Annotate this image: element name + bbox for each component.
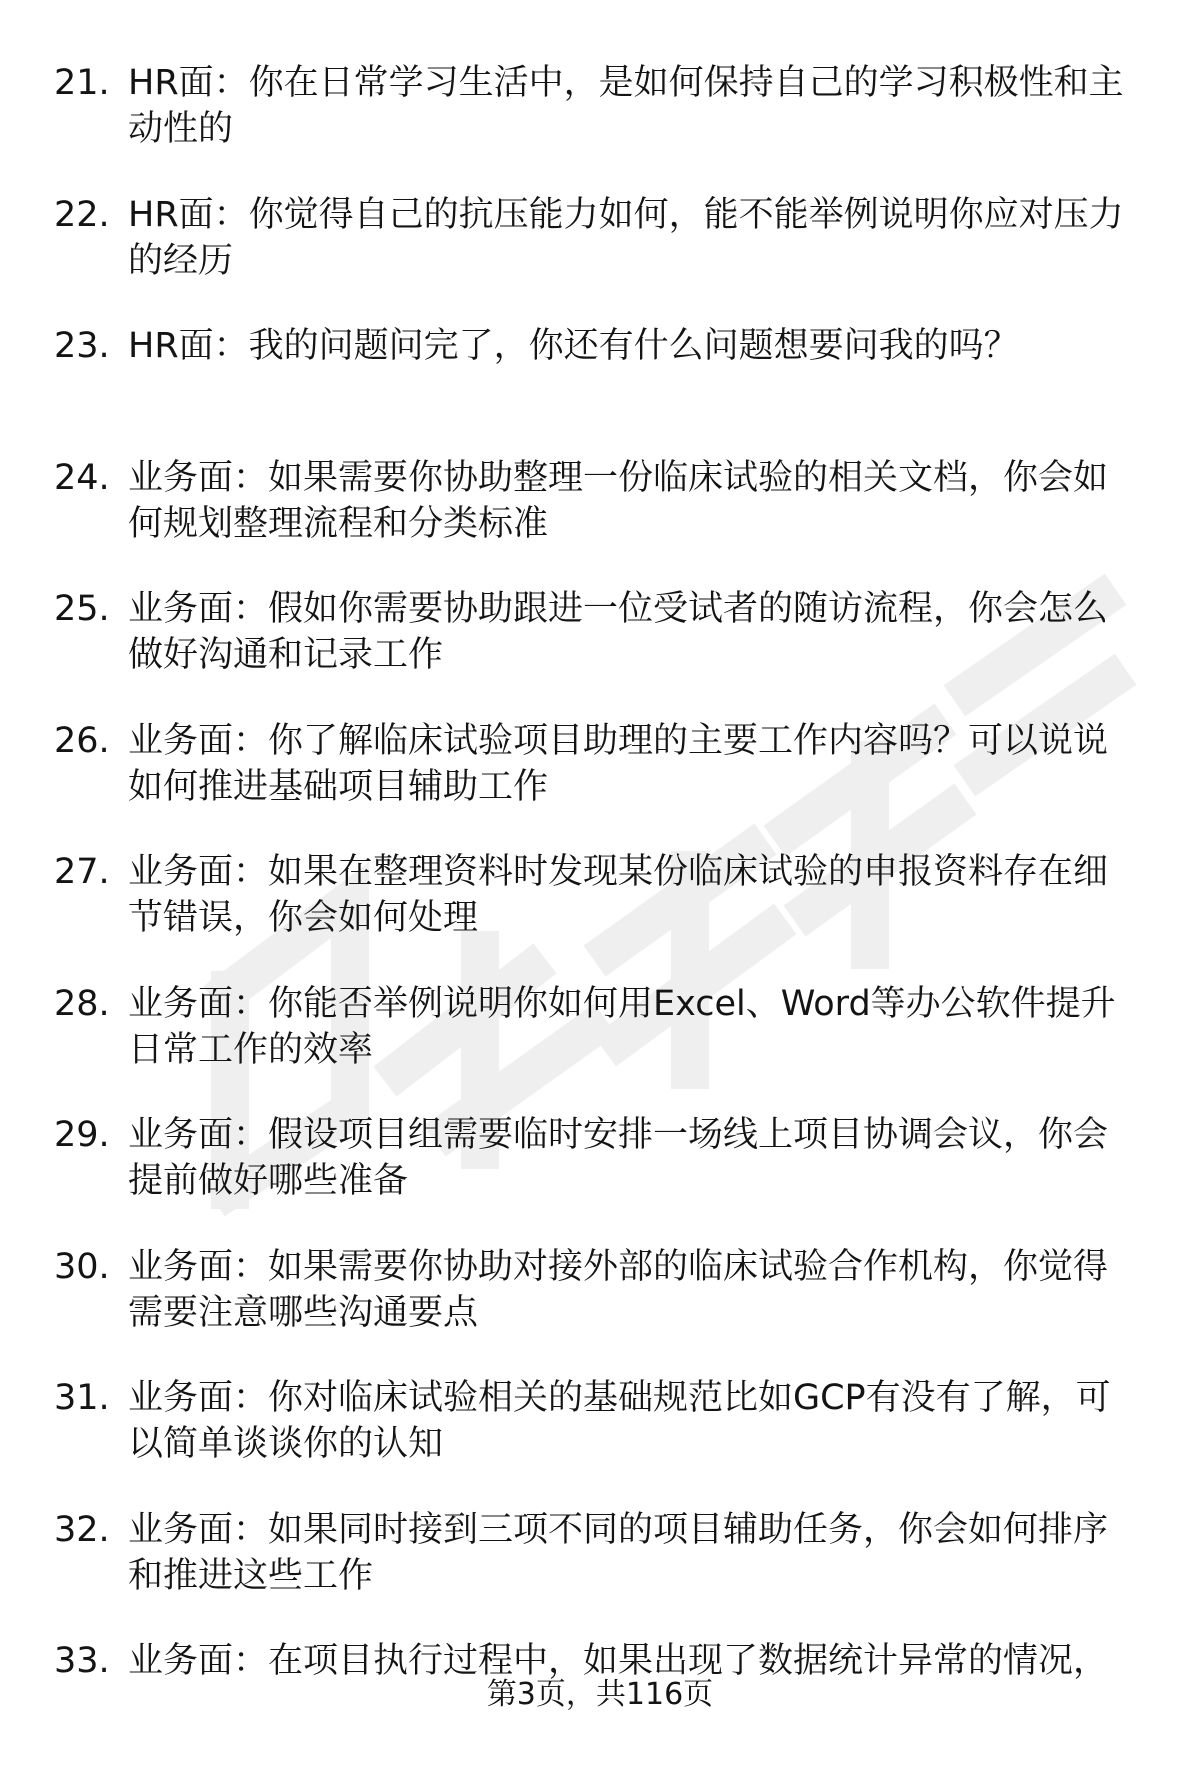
question-text-line: HR面：我的问题问完了，你还有什么问题想要问我的吗？: [128, 326, 1019, 366]
question-list: [0, 60, 1200, 1770]
question-text-line: 业务面：你能否举例说明你如何用Excel、Word等办公软件提升: [128, 983, 1116, 1024]
question-number: 27.: [54, 852, 110, 892]
question-number: 22.: [54, 194, 110, 235]
question-text-line: 业务面：如果同时接到三项不同的项目辅助任务，你会如何排序: [128, 1509, 1109, 1550]
question-text-line: 业务面：假设项目组需要临时安排一场线上项目协调会议，你会: [128, 1115, 1109, 1155]
question-item: [0, 586, 1200, 718]
question-item: [0, 455, 1200, 587]
question-item: [0, 1244, 1200, 1376]
question-text-line: 业务面：你了解临床试验项目助理的主要工作内容吗？可以说说: [128, 720, 1109, 761]
question-number: 25.: [54, 589, 110, 629]
question-item: [0, 981, 1200, 1113]
page-indicator: 第3页，共116页: [486, 1677, 714, 1712]
question-item: [0, 1507, 1200, 1639]
question-number: 30.: [54, 1246, 110, 1287]
question-item: [0, 849, 1200, 981]
question-item: [0, 192, 1200, 324]
question-number: 33.: [54, 1641, 110, 1681]
question-item: [0, 718, 1200, 850]
question-text-line: 业务面：如果需要你协助对接外部的临床试验合作机构，你觉得: [128, 1246, 1109, 1287]
question-item: [0, 323, 1200, 455]
question-number: 31.: [54, 1378, 110, 1418]
question-text-line: 业务面：如果需要你协助整理一份临床试验的相关文档，你会如: [128, 457, 1109, 498]
question-text-line: 动性的: [128, 109, 234, 149]
question-text-line: 的经历: [128, 240, 234, 281]
question-text-line: 业务面：在项目执行过程中，如果出现了数据统计异常的情况，: [128, 1641, 1109, 1681]
question-text-line: 何规划整理流程和分类标准: [128, 503, 549, 544]
question-text-line: 节错误，你会如何处理: [128, 898, 479, 938]
question-item: [0, 60, 1200, 192]
question-text-line: 如何推进基础项目辅助工作: [128, 766, 549, 807]
question-number: 26.: [54, 720, 110, 761]
question-text-line: 提前做好哪些准备: [128, 1161, 409, 1201]
question-text-line: 业务面：你对临床试验相关的基础规范比如GCP有没有了解，可: [128, 1378, 1111, 1418]
question-number: 32.: [54, 1509, 110, 1550]
question-text-line: 以简单谈谈你的认知: [128, 1424, 444, 1464]
question-item: [0, 1112, 1200, 1244]
question-number: 28.: [54, 983, 110, 1024]
question-number: 23.: [54, 326, 110, 366]
question-text-line: 业务面：如果在整理资料时发现某份临床试验的申报资料存在细: [128, 852, 1109, 892]
question-text-line: 和推进这些工作: [128, 1555, 374, 1596]
question-item: [0, 1375, 1200, 1507]
question-number: 24.: [54, 457, 110, 498]
question-text-line: HR面：你在日常学习生活中，是如何保持自己的学习积极性和主: [128, 63, 1124, 103]
question-text-line: 需要注意哪些沟通要点: [128, 1292, 479, 1333]
question-text-line: HR面：你觉得自己的抗压能力如何，能不能举例说明你应对压力: [128, 194, 1124, 235]
question-text-line: 日常工作的效率: [128, 1029, 374, 1070]
question-text-line: 做好沟通和记录工作: [128, 635, 444, 675]
question-number: 21.: [54, 63, 110, 103]
question-text-line: 业务面：假如你需要协助跟进一位受试者的随访流程，你会怎么: [128, 589, 1109, 629]
question-number: 29.: [54, 1115, 110, 1155]
